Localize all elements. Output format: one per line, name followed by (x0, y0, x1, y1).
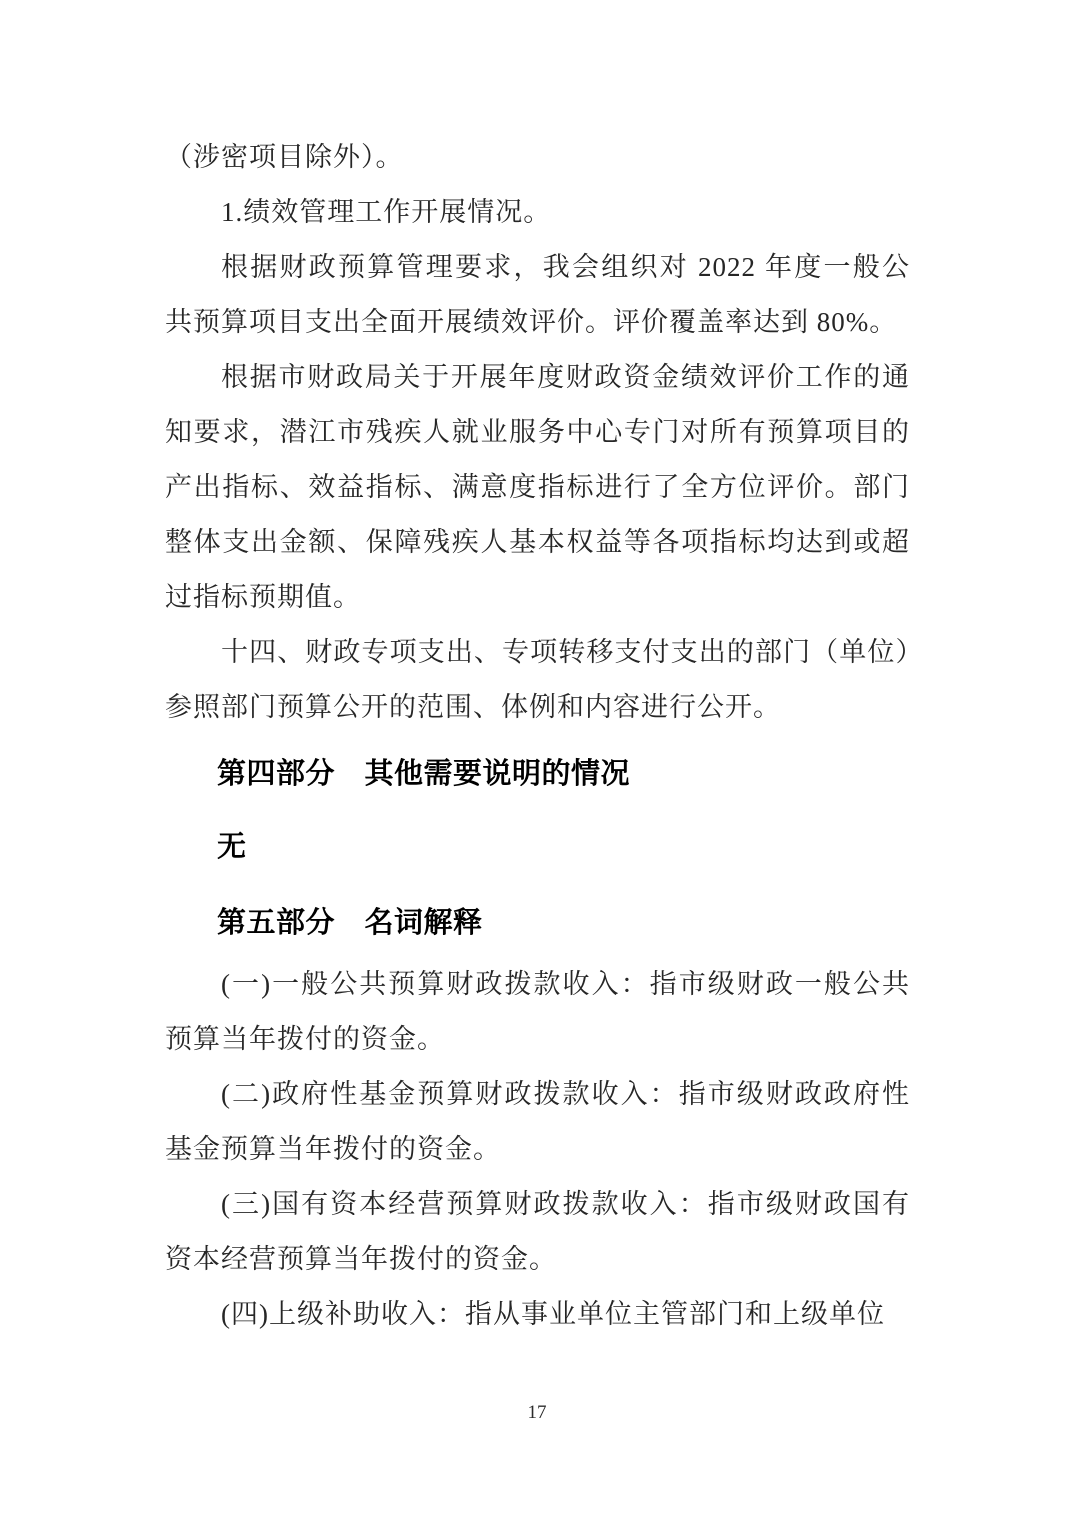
definition-government-fund-budget-income: (二)政府性基金预算财政拨款收入：指市级财政政府性基金预算当年拨付的资金。 (165, 1079, 910, 1164)
definition-superior-subsidy-income: (四)上级补助收入：指从事业单位主管部门和上级单位 (221, 1299, 885, 1329)
page-number: 17 (527, 1402, 547, 1423)
heading-part-four-other-notes: 第四部分 其他需要说明的情况 (217, 758, 631, 790)
paragraph-performance-evaluation-coverage: 根据财政预算管理要求，我会组织对 2022 年度一般公共预算项目支出全面开展绩效评价。评价覆盖率达到 80%。 (165, 252, 910, 337)
paragraph-none: 无 (217, 831, 247, 863)
definition-general-public-budget-income: (一)一般公共预算财政拨款收入：指市级财政一般公共预算当年拨付的资金。 (165, 969, 910, 1054)
definition-state-capital-budget-income: (三)国有资本经营预算财政拨款收入：指市级财政国有资本经营预算当年拨付的资金。 (165, 1189, 910, 1274)
paragraph-evaluation-detail: 根据市财政局关于开展年度财政资金绩效评价工作的通知要求，潜江市残疾人就业服务中心专门对所有预算项目的产出指标、效益指标、满意度指标进行了全方位评价。部门整体支出金额、保障残疾人基本权益等各项指标均达到或超过指标预期值。 (165, 362, 910, 612)
paragraph-secrecy-note-continuation: （涉密项目除外）。 (165, 142, 404, 172)
paragraph-performance-management-title: 1.绩效管理工作开展情况。 (221, 197, 552, 227)
heading-part-five-glossary: 第五部分 名词解释 (217, 907, 483, 939)
paragraph-item-fourteen-special-transfer: 十四、财政专项支出、专项转移支付支出的部门（单位）参照部门预算公开的范围、体例和内容进行公开。 (165, 637, 910, 722)
